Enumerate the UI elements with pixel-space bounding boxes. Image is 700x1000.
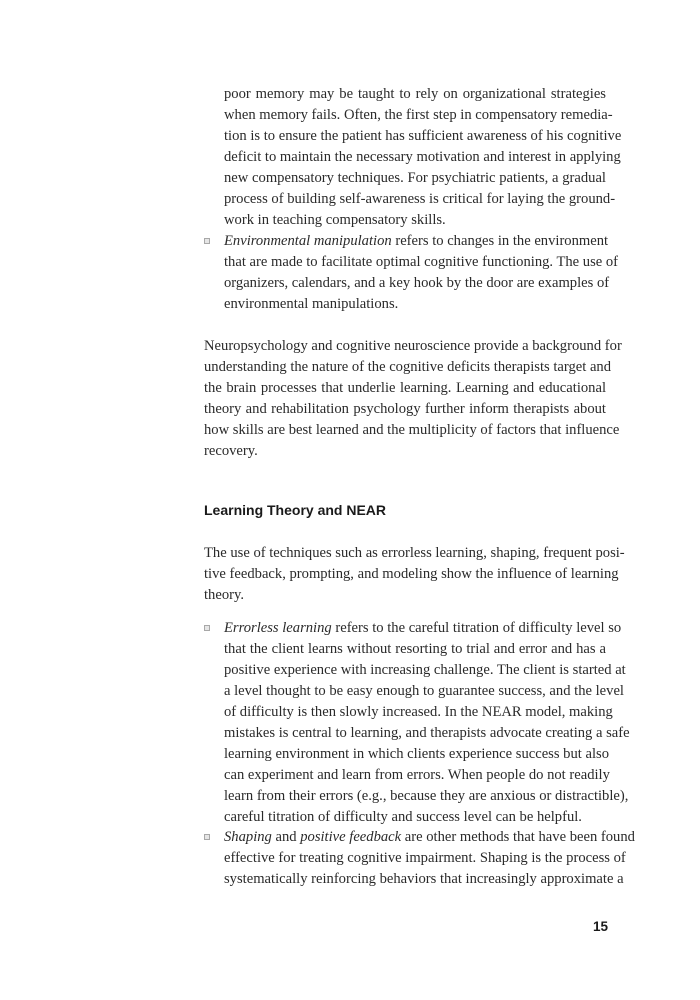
text-line: organizers, calendars, and a key hook by the door are examples of [224, 275, 610, 291]
text-line: tive feedback, prompting, and modeling show the influence of learning [204, 566, 619, 582]
text-line: deficit to maintain the necessary motivation and interest in applying [224, 149, 621, 165]
text-span: refers to changes in the environment [391, 233, 609, 249]
text-line: mistakes is central to learning, and therapists advocate creating a safe [224, 725, 630, 741]
text-line: effective for treating cognitive impairment. Shaping is the process of [224, 850, 626, 866]
text-line: environmental manipulations. [224, 296, 399, 312]
page-number: 15 [592, 919, 608, 934]
text-line: systematically reinforcing behaviors that increasingly approximate a [224, 871, 624, 887]
text-line: The use of techniques such as errorless learning, shaping, frequent posi- [204, 545, 625, 561]
text-line: work in teaching compensatory skills. [224, 212, 446, 228]
italic-term: Errorless learning [224, 620, 332, 636]
text-span: and [271, 829, 301, 845]
text-line: learn from their errors (e.g., because they are anxious or distractible), [224, 788, 629, 804]
text-line [224, 231, 609, 252]
text-line: positive experience with increasing challenge. The client is started at [224, 662, 626, 678]
text-line: tion is to ensure the patient has sufficient awareness of his cognitive [224, 128, 622, 144]
text-line: when memory fails. Often, the first step in compensatory remedia- [224, 107, 613, 123]
italic-term: positive feedback [300, 829, 402, 845]
bullet-square-icon [204, 834, 210, 840]
text-line: Neuropsychology and cognitive neuroscience provide a background for [204, 338, 622, 354]
text-span: are other methods that have been found [401, 829, 635, 845]
text-line: understanding the nature of the cognitive deficits therapists target and [204, 359, 612, 375]
section-heading: Learning Theory and NEAR [204, 502, 387, 518]
italic-term: Shaping [224, 829, 272, 845]
text-line: theory. [204, 587, 244, 603]
text-line: that are made to facilitate optimal cognitive functioning. The use of [224, 254, 619, 270]
text-line: poor memory may be taught to rely on organizational strategies [224, 86, 606, 102]
text-line: careful titration of difficulty and success level can be helpful. [224, 809, 582, 825]
text-line: that the client learns without resorting to trial and error and has a [224, 641, 606, 657]
text-line [224, 827, 635, 848]
text-line: recovery. [204, 443, 258, 459]
text-line: how skills are best learned and the multiplicity of factors that influence [204, 422, 620, 438]
text-line: a level thought to be easy enough to guarantee success, and the level [224, 683, 624, 699]
text-line: can experiment and learn from errors. When people do not readily [224, 767, 610, 783]
text-line: process of building self-awareness is critical for laying the ground- [224, 191, 616, 207]
bullet-square-icon [204, 625, 210, 631]
text-line: learning environment in which clients experience success but also [224, 746, 609, 762]
text-line [224, 618, 622, 639]
text-line: theory and rehabilitation psychology further inform therapists about [204, 401, 606, 417]
text-line: the brain processes that underlie learning. Learning and educational [204, 380, 606, 396]
italic-term: Environmental manipulation [224, 233, 392, 249]
text-line: new compensatory techniques. For psychiatric patients, a gradual [224, 170, 606, 186]
text-line: of difficulty is then slowly increased. In the NEAR model, making [224, 704, 613, 720]
text-span: refers to the careful titration of difficulty level so [331, 620, 622, 636]
bullet-square-icon [204, 238, 210, 244]
